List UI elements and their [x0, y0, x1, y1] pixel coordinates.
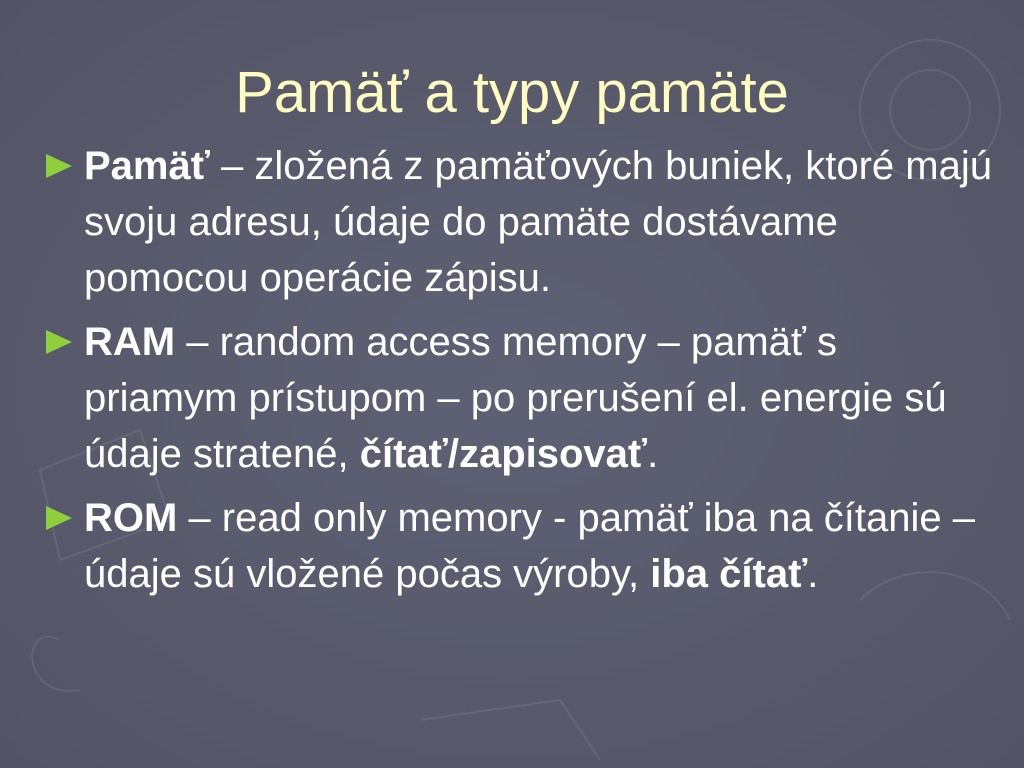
- bullet-term: ROM: [84, 496, 178, 540]
- bullet-emphasis: čítať/zapisovať: [359, 432, 648, 476]
- bullet-end: .: [807, 552, 819, 596]
- bullet-text: – read only memory - pamäť iba na čítanie – údaje sú vložené počas výroby,: [84, 496, 975, 596]
- bullet-list: [44, 138, 994, 610]
- slide-title: Pamäť a typy pamäte: [235, 60, 789, 125]
- bullet-item-rom: [44, 490, 994, 602]
- bullet-emphasis: iba čítať: [650, 552, 808, 596]
- bullet-text: – random access memory – pamäť s priamym prístupom – po prerušení el. energie sú údaje stratené,: [84, 320, 947, 476]
- triangle-right-icon: [44, 490, 84, 546]
- bullet-end: .: [647, 432, 659, 476]
- bullet-item-ram: [44, 314, 994, 482]
- triangle-right-icon: [44, 138, 84, 194]
- bullet-text: – zložená z pamäťových buniek, ktoré majú svoju adresu, údaje do pamäte dostávame pomocou operácie zápisu.: [84, 144, 992, 300]
- bullet-term: RAM: [84, 320, 176, 364]
- bullet-term: Pamäť: [84, 144, 210, 188]
- triangle-right-icon: [44, 314, 84, 370]
- bullet-item-pamat: [44, 138, 994, 306]
